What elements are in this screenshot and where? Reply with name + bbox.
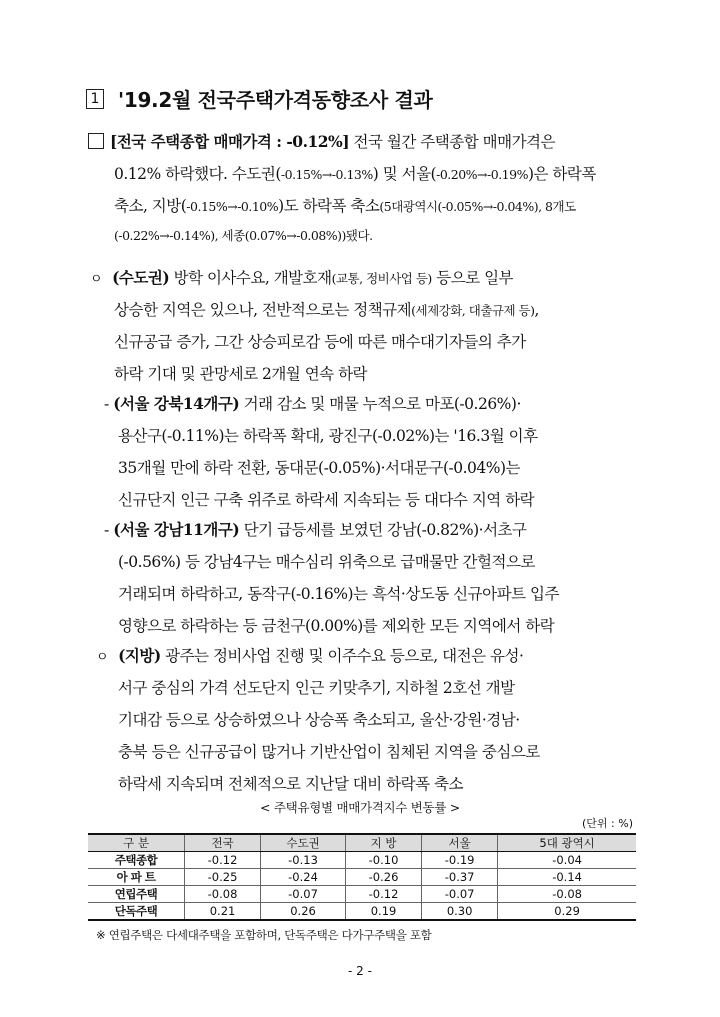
table-cell: -0.12 [185,852,261,869]
table-cell: 0.30 [422,903,498,921]
summary-line-2: 0.12% 하락했다. 수도권(-0.15%→-0.13%) 및 서울(-0.20%→-0.19%)은 하락폭 [114,165,596,183]
capital-line-3: 신규공급 증가, 그간 상승피로감 등에 따른 매수대기자들의 추가 [114,333,526,351]
region-line-1: ㅇ (지방) 광주는 정비사업 진행 및 이주수요 등으로, 대전은 유성· [96,646,524,665]
table-footnote: ※ 연립주택은 다세대주택을 포함하며, 단독주택은 다가구주택을 포함 [96,928,432,942]
seoul-north-line-3: 35개월 만에 하락 전환, 동대문(-0.05%)·서대문구(-0.04%)는 [118,459,520,477]
table-cell: -0.19 [422,852,498,869]
table-cell: 0.21 [185,903,261,921]
table-cell: 0.19 [345,903,421,921]
table-cell: -0.37 [422,869,498,886]
price-change-table [88,833,636,921]
table-header-row [88,834,636,852]
capital-line-4: 하락 기대 및 관망세로 2개월 연속 하락 [114,365,368,383]
row-label: 연립주택 [88,886,185,903]
table-cell: 0.29 [498,903,636,921]
table-row [88,886,636,903]
section-number-box: 1 [86,89,104,109]
region-line-5: 하락세 지속되며 전체적으로 지난달 대비 하락폭 축소 [118,775,463,793]
table-unit: (단위 : %) [582,817,633,830]
region-line-2: 서구 중심의 가격 선도단지 인근 키맞추기, 지하철 2호선 개발 [118,679,515,697]
header-cell: 지 방 [345,834,421,852]
dash-bullet: - [104,395,109,413]
table-row [88,869,636,886]
region-line-3: 기대감 등으로 상승하였으나 상승폭 축소되고, 울산·강원·경남· [118,711,520,729]
summary-lead: [전국 주택종합 매매가격 : -0.12%] [110,132,350,151]
circle-bullet-icon: ㅇ [90,272,103,287]
region-line-4: 충북 등은 신규공급이 많거나 기반산업이 침체된 지역을 중심으로 [118,743,540,761]
section-title: '19.2월 전국주택가격동향조사 결과 [118,88,433,112]
seoul-south-line-4: 영향으로 하락하는 등 금천구(0.00%)를 제외한 모든 지역에서 하락 [118,617,555,635]
summary-line-1: [전국 주택종합 매매가격 : -0.12%] 전국 월간 주택종합 매매가격은 [88,130,555,152]
table-cell: -0.12 [345,886,421,903]
capital-line-2: 상승한 지역은 있으나, 전반적으로는 정책규제(세제강화, 대출규제 등), [114,301,539,319]
circle-bullet-icon: ㅇ [96,650,109,665]
section-heading [86,84,433,113]
header-cell: 서울 [422,834,498,852]
table-row [88,903,636,921]
header-cell: 전국 [185,834,261,852]
table-cell: -0.26 [345,869,421,886]
table-row [88,852,636,869]
table-cell: -0.08 [185,886,261,903]
table-cell: -0.24 [261,869,346,886]
square-bullet-icon [88,133,104,149]
table-cell: -0.04 [498,852,636,869]
table-cell: -0.13 [261,852,346,869]
dash-bullet: - [104,521,109,539]
seoul-south-line-1: - (서울 강남11개구) 단기 급등세를 보였던 강남(-0.82%)·서초구 [104,520,527,539]
seoul-north-line-2: 용산구(-0.11%)는 하락폭 확대, 광진구(-0.02%)는 '16.3월 이후 [118,427,538,445]
table-cell: -0.08 [498,886,636,903]
row-label: 주택종합 [88,852,185,869]
seoul-south-line-3: 거래되며 하락하고, 동작구(-0.16%)는 흑석·상도동 신규아파트 입주 [118,585,559,603]
table-cell: -0.07 [422,886,498,903]
table-cell: -0.14 [498,869,636,886]
seoul-south-line-2: (-0.56%) 등 강남4구는 매수심리 위축으로 급매물만 간헐적으로 [118,553,535,571]
summary-line-3: 축소, 지방(-0.15%→-0.10%)도 하락폭 축소(5대광역시(-0.05%→-0.04%), 8개도 [114,197,576,215]
header-cell: 수도권 [261,834,346,852]
table-cell: -0.07 [261,886,346,903]
summary-line-4: (-0.22%→-0.14%), 세종(0.07%→-0.08%))됐다. [114,228,373,243]
page-number: - 2 - [348,964,372,978]
table-cell: -0.25 [185,869,261,886]
row-label: 단독주택 [88,903,185,921]
header-cell: 구 분 [88,834,185,852]
table-cell: -0.10 [345,852,421,869]
capital-line-1: ㅇ (수도권) 방학 이사수요, 개발호재(교통, 정비사업 등) 등으로 일부 [90,268,514,287]
seoul-north-line-4: 신규단지 인근 구축 위주로 하락세 지속되는 등 대다수 지역 하락 [118,491,535,509]
seoul-north-line-1: - (서울 강북14개구) 거래 감소 및 매물 누적으로 마포(-0.26%)· [104,394,521,413]
table-cell: 0.26 [261,903,346,921]
header-cell: 5대 광역시 [498,834,636,852]
row-label: 아 파 트 [88,869,185,886]
table-caption: < 주택유형별 매매가격지수 변동률 > [260,800,460,815]
